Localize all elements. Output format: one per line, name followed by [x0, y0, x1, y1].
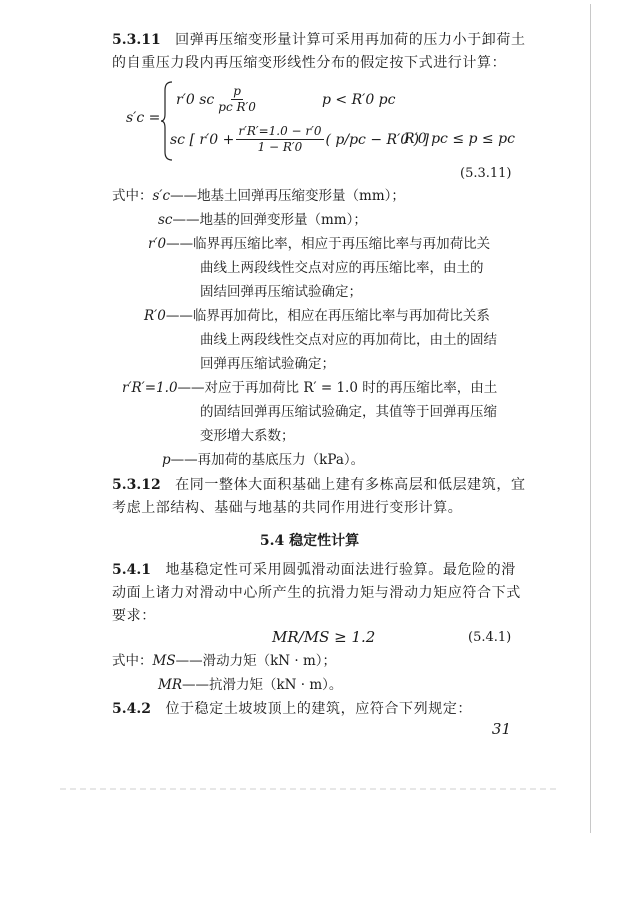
clause-number: 5.4.2 — [112, 701, 151, 717]
def-symbol: s′c — [152, 188, 171, 204]
case2-condition: R′0 pc ≤ p ≤ pc — [404, 131, 515, 147]
def-text: ——临界再加荷比，相应在再压缩比率与再加荷比关系 — [165, 308, 490, 324]
case2-denominator: 1 − R′0 — [257, 140, 303, 154]
def-text: ——对应于再加荷比 R′ = 1.0 时的再压缩比率，由土 — [177, 380, 498, 396]
def-row — [122, 378, 497, 398]
def-row — [112, 186, 405, 206]
def-text: ——地基的回弹变形量（mm）； — [172, 212, 367, 228]
def-row — [162, 450, 364, 470]
clause-number: 5.3.11 — [112, 32, 161, 48]
section-heading: 5.4 稳定性计算 — [259, 533, 360, 549]
equation-number: (5.3.11) — [460, 166, 512, 181]
scan-edge-line — [590, 4, 591, 833]
clause-number: 5.3.12 — [112, 477, 161, 493]
def-continuation: 固结回弹再压缩试验确定； — [200, 284, 362, 300]
clause-5-4-1-line3: 要求： — [112, 608, 156, 624]
case1-denominator: pc R′0 — [218, 100, 256, 114]
def-continuation: 的固结回弹再压缩试验确定，其值等于回弹再压缩 — [200, 404, 497, 420]
def-symbol: MS — [152, 653, 176, 669]
formula-case1 — [176, 84, 260, 115]
def-text: ——再加荷的基底压力（kPa）。 — [170, 452, 365, 468]
def-symbol: sc — [158, 212, 173, 228]
def-symbol: r′R′=1.0 — [122, 380, 178, 396]
clause-number: 5.4.1 — [112, 562, 151, 578]
clause-text: 回弹再压缩变形量计算可采用再加荷的压力小于卸荷土 — [175, 32, 526, 48]
clause-5-3-11-line1 — [112, 30, 526, 50]
formula-case2 — [170, 124, 429, 155]
def-row — [158, 210, 367, 230]
def-text: ——抗滑力矩（kN · m）。 — [182, 677, 343, 693]
page-number: 31 — [491, 720, 511, 738]
def-symbol: p — [162, 452, 171, 468]
case2-fraction — [236, 124, 323, 155]
def-text: ——地基土回弹再压缩变形量（mm）； — [170, 188, 405, 204]
case1-numerator: p — [233, 84, 241, 98]
def-label: 式中： — [112, 188, 153, 204]
def-symbol: r′0 — [148, 236, 167, 252]
clause-text: 位于稳定土坡坡顶上的建筑，应符合下列规定： — [165, 701, 473, 717]
case1-condition: p < R′0 pc — [322, 92, 396, 108]
def-row — [144, 306, 490, 326]
def-row — [148, 234, 490, 254]
def-continuation: 曲线上两段线性交点对应的再加荷比，由土的固结 — [200, 332, 497, 348]
case2-suffix: ( p/pc − R′0 ) ] — [325, 131, 429, 148]
def-text: ——滑动力矩（kN · m）； — [175, 653, 336, 669]
def-continuation: 曲线上两段线性交点对应的再压缩比率，由土的 — [200, 260, 484, 276]
clause-5-4-1-line1 — [112, 560, 516, 580]
formula-5-4-1: MR/MS ≥ 1.2 — [272, 628, 376, 646]
case2-prefix: sc [ r′0 + — [170, 131, 235, 148]
clause-5-4-2-line1 — [112, 699, 472, 719]
equation-number: (5.4.1) — [468, 630, 512, 645]
case1-prefix: r′0 sc — [176, 91, 215, 108]
clause-5-4-1-line2: 动面上诸力对滑动中心所产生的抗滑力矩与滑动力矩应符合下式 — [112, 585, 521, 601]
def-label: 式中： — [112, 653, 153, 669]
def-text: ——临界再压缩比率，相应于再压缩比率与再加荷比关 — [166, 236, 491, 252]
clause-5-3-11-line2: 的自重压力段内再压缩变形线性分布的假定按下式进行计算： — [112, 55, 507, 71]
def-symbol: R′0 — [144, 308, 166, 324]
clause-5-3-12-line1 — [112, 475, 526, 495]
clause-5-3-12-line2: 考虑上部结构、基础与地基的共同作用进行变形计算。 — [112, 500, 463, 516]
clause-text: 在同一整体大面积基础上建有多栋高层和低层建筑，宜 — [175, 477, 526, 493]
def-continuation: 回弹再压缩试验确定； — [200, 356, 335, 372]
def-symbol: MR — [158, 677, 182, 693]
scan-artifact-line — [60, 786, 560, 792]
def-row — [112, 651, 336, 671]
def-continuation: 变形增大系数； — [200, 428, 295, 444]
case1-fraction — [216, 84, 258, 115]
clause-text: 地基稳定性可采用圆弧滑动面法进行验算。最危险的滑 — [165, 562, 516, 578]
formula-lhs: s′c = — [126, 110, 161, 126]
def-row — [158, 675, 342, 695]
case2-numerator: r′R′=1.0 − r′0 — [238, 124, 322, 138]
